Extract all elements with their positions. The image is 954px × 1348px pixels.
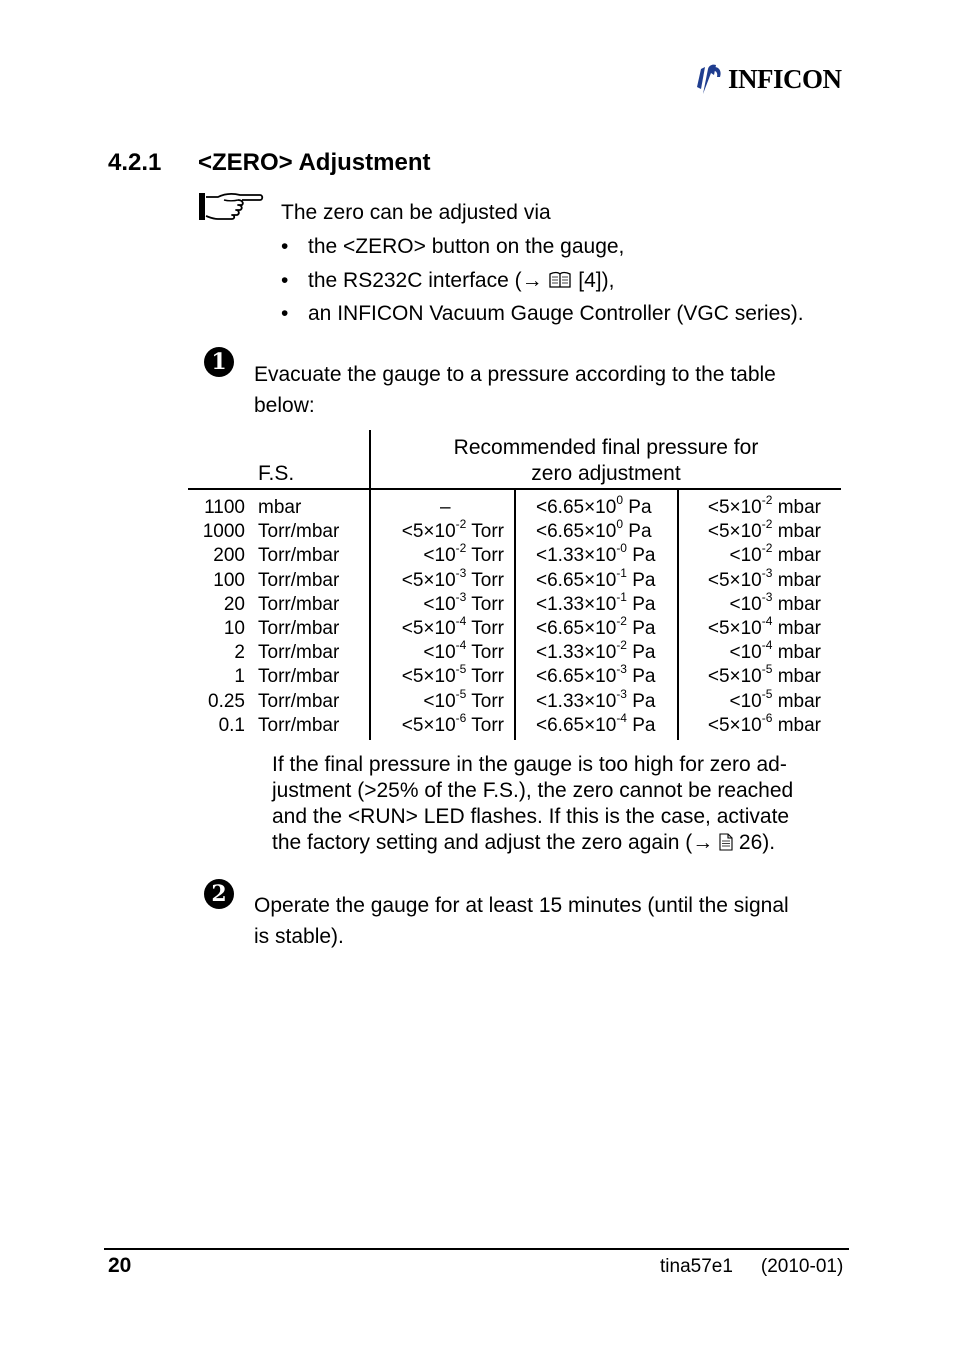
doc-code: tina57e1 xyxy=(660,1256,733,1277)
cell-fs: 200 xyxy=(213,545,245,567)
cell-value: <1.33×10 xyxy=(536,545,617,567)
inficon-logo xyxy=(694,62,842,96)
cell-mbar xyxy=(680,686,821,714)
cell-value: <10 xyxy=(729,642,762,664)
cell-value: <5×10 xyxy=(707,714,762,736)
cell-value: <6.65×10 xyxy=(536,618,617,639)
cell-exponent: -4 xyxy=(761,614,773,628)
step-number-2: 2 xyxy=(204,879,234,909)
cell-unit: Torr xyxy=(466,690,504,712)
text-fragment: 26). xyxy=(733,831,776,854)
cell-value: <5×10 xyxy=(401,618,456,639)
cell-value: <10 xyxy=(423,690,456,712)
cell-exponent: 0 xyxy=(616,493,623,507)
cell-unit: mbar xyxy=(772,618,821,639)
cell-unit-type: Torr/mbar xyxy=(258,642,340,664)
cell-unit-type: Torr/mbar xyxy=(258,690,340,712)
cell-unit: Pa xyxy=(626,593,656,615)
cell-value: <5×10 xyxy=(401,714,456,736)
cell-mbar xyxy=(680,662,821,689)
cell-unit: mbar xyxy=(772,545,821,567)
cell-exponent: -1 xyxy=(616,589,627,604)
header-line: Recommended final pressure for xyxy=(453,436,759,459)
cell-unit-type: Torr/mbar xyxy=(258,569,340,591)
text-line: justment (>25% of the F.S.), the zero cannot be reached xyxy=(272,779,794,802)
cell-exponent: -2 xyxy=(455,541,467,556)
list-item xyxy=(281,268,804,302)
cell-unit-type: mbar xyxy=(258,497,302,518)
cell-pa xyxy=(536,614,656,641)
cell-fs: 10 xyxy=(223,618,245,639)
cell-value: <6.65×10 xyxy=(536,521,617,543)
list-item xyxy=(281,301,804,335)
cell-unit: mbar xyxy=(772,690,821,712)
text-fragment: the factory setting and adjust the zero again (→ xyxy=(272,831,720,854)
cell-torr xyxy=(372,638,504,665)
cell-torr xyxy=(372,662,504,689)
cell-unit: Pa xyxy=(626,569,656,591)
doc-date: (2010-01) xyxy=(760,1256,844,1277)
list-item-text-end: [4]), xyxy=(572,268,615,292)
cell-pa xyxy=(536,517,652,544)
cell-unit: mbar xyxy=(772,521,821,543)
cell-value: <6.65×10 xyxy=(536,714,617,736)
cell-exponent: -2 xyxy=(761,517,773,532)
cell-exponent: -1 xyxy=(616,565,627,580)
cell-exponent: -3 xyxy=(455,589,467,604)
header-line: zero adjustment xyxy=(531,462,681,485)
cell-unit: Pa xyxy=(626,642,656,664)
cell-value: <5×10 xyxy=(401,521,456,543)
cell-torr: – xyxy=(440,497,451,518)
cell-pa xyxy=(536,710,656,738)
cell-value: <6.65×10 xyxy=(536,497,617,518)
cell-mbar xyxy=(680,710,821,738)
cell-unit: Torr xyxy=(466,642,504,664)
cell-value: <5×10 xyxy=(707,569,762,591)
cell-value: <6.65×10 xyxy=(536,569,617,591)
after-table-paragraph xyxy=(272,752,793,856)
cell-unit-type: Torr/mbar xyxy=(258,545,340,567)
cell-torr xyxy=(372,589,504,617)
bullet: • xyxy=(281,235,289,258)
cell-value: <10 xyxy=(729,593,762,615)
cell-unit: Pa xyxy=(626,690,656,712)
cell-exponent: -2 xyxy=(455,517,467,532)
cell-unit: mbar xyxy=(772,497,821,518)
cell-value: <10 xyxy=(423,545,456,567)
step-1-text xyxy=(254,359,776,421)
table-divider xyxy=(677,489,679,740)
cell-fs: 20 xyxy=(223,593,245,615)
cell-value: <10 xyxy=(423,642,456,664)
book-icon xyxy=(548,271,572,289)
footer-rule xyxy=(104,1248,849,1250)
cell-fs: 0.1 xyxy=(218,714,245,736)
cell-value: <1.33×10 xyxy=(536,690,617,712)
cell-value: <5×10 xyxy=(707,618,762,639)
table-header-rule xyxy=(188,488,841,490)
section-number: 4.2.1 xyxy=(108,149,162,176)
cell-exponent: -5 xyxy=(761,686,773,701)
cell-unit: Torr xyxy=(466,714,504,736)
cell-fs: 1000 xyxy=(202,521,245,543)
pointing-hand-icon xyxy=(198,191,264,223)
cell-pa xyxy=(536,589,656,617)
cell-torr xyxy=(372,541,504,568)
cell-pa xyxy=(536,493,652,520)
cell-torr xyxy=(372,614,504,641)
cell-pa xyxy=(536,541,656,568)
cell-exponent: -2 xyxy=(761,493,773,507)
cell-exponent: -2 xyxy=(761,541,773,556)
logo-text: INFICON xyxy=(728,63,842,94)
cell-exponent: -5 xyxy=(455,662,467,677)
cell-fs: 2 xyxy=(234,642,245,664)
cell-value: <10 xyxy=(423,593,456,615)
table-header-recommended xyxy=(372,435,840,487)
cell-unit: Pa xyxy=(626,545,656,567)
cell-exponent: -4 xyxy=(761,638,773,653)
cell-fs: 1 xyxy=(234,666,245,688)
cell-unit: Torr xyxy=(466,666,504,688)
cell-exponent: -4 xyxy=(455,638,467,653)
note-intro: The zero can be adjusted via xyxy=(281,201,551,224)
cell-torr xyxy=(372,686,504,714)
cell-exponent: -5 xyxy=(455,686,467,701)
cell-unit-type: Torr/mbar xyxy=(258,521,340,543)
cell-unit: Pa xyxy=(626,618,656,639)
cell-unit: Torr xyxy=(466,593,504,615)
cell-value: <6.65×10 xyxy=(536,666,617,688)
text-line: is stable). xyxy=(254,925,344,948)
cell-exponent: 0 xyxy=(616,517,623,532)
cell-exponent: -3 xyxy=(616,686,627,701)
cell-mbar xyxy=(680,541,821,568)
cell-mbar xyxy=(680,517,821,544)
text-line: If the final pressure in the gauge is too high for zero ad- xyxy=(272,753,787,776)
text-line: Operate the gauge for at least 15 minutes (until the signal xyxy=(254,894,789,917)
cell-value: <1.33×10 xyxy=(536,642,617,664)
cell-mbar xyxy=(680,565,821,593)
cell-exponent: -2 xyxy=(616,638,627,653)
inficon-logo-icon xyxy=(694,63,724,95)
cell-exponent: -3 xyxy=(761,565,773,580)
cell-mbar xyxy=(680,493,821,520)
cell-exponent: -3 xyxy=(761,589,773,604)
cell-exponent: -6 xyxy=(455,710,467,725)
table-divider xyxy=(514,489,516,740)
cell-torr xyxy=(372,710,504,738)
cell-pa xyxy=(536,565,656,593)
cell-unit: Pa xyxy=(626,714,656,736)
cell-exponent: -2 xyxy=(616,614,627,628)
cell-unit: mbar xyxy=(772,593,821,615)
cell-unit-type: Torr/mbar xyxy=(258,593,340,615)
text-line: and the <RUN> LED flashes. If this is the case, activate xyxy=(272,805,790,828)
cell-fs: 0.25 xyxy=(208,690,245,712)
cell-pa xyxy=(536,662,656,689)
cell-value: <5×10 xyxy=(401,569,456,591)
cell-pa xyxy=(536,686,656,714)
cell-exponent: -4 xyxy=(455,614,467,628)
cell-value: <5×10 xyxy=(401,666,456,688)
cell-pa xyxy=(536,638,656,665)
list-item-text: an INFICON Vacuum Gauge Controller (VGC series). xyxy=(308,302,804,325)
cell-exponent: -5 xyxy=(761,662,773,677)
cell-unit-type: Torr/mbar xyxy=(258,666,340,688)
step-2-text xyxy=(254,890,789,952)
cell-value: <10 xyxy=(729,545,762,567)
cell-fs: 1100 xyxy=(204,497,245,518)
cell-unit-type: Torr/mbar xyxy=(258,618,340,639)
cell-unit: Torr xyxy=(466,618,504,639)
cell-mbar xyxy=(680,589,821,617)
cell-exponent: -3 xyxy=(616,662,627,677)
cell-unit: mbar xyxy=(772,714,821,736)
cell-value: <5×10 xyxy=(707,521,762,543)
list-item xyxy=(281,234,804,268)
cell-value: <5×10 xyxy=(707,497,762,518)
cell-unit: Torr xyxy=(466,545,504,567)
cell-torr xyxy=(372,565,504,593)
bullet: • xyxy=(281,268,289,292)
note-list xyxy=(281,234,804,335)
text-line xyxy=(272,830,793,856)
bullet: • xyxy=(281,302,289,325)
cell-exponent: -4 xyxy=(616,710,627,725)
cell-mbar xyxy=(680,614,821,641)
cell-value: <10 xyxy=(729,690,762,712)
cell-value: <5×10 xyxy=(707,666,762,688)
cell-unit: Torr xyxy=(466,569,504,591)
page-number: 20 xyxy=(108,1254,132,1277)
cell-unit: mbar xyxy=(772,569,821,591)
cell-exponent: -6 xyxy=(761,710,773,725)
cell-unit: Pa xyxy=(623,521,652,543)
cell-unit: Pa xyxy=(626,666,656,688)
section-title: <ZERO> Adjustment xyxy=(198,149,431,176)
cell-unit: Pa xyxy=(623,497,652,518)
cell-unit-type: Torr/mbar xyxy=(258,714,340,736)
cell-exponent: -0 xyxy=(616,541,627,556)
text-line: Evacuate the gauge to a pressure according to the table xyxy=(254,363,776,386)
cell-exponent: -3 xyxy=(455,565,467,580)
cell-mbar xyxy=(680,638,821,665)
cell-fs: 100 xyxy=(213,569,245,591)
list-item-text: the <ZERO> button on the gauge, xyxy=(308,235,625,258)
step-number-1: 1 xyxy=(204,347,234,377)
text-line: below: xyxy=(254,394,315,417)
page-ref-icon xyxy=(719,833,733,851)
cell-value: <1.33×10 xyxy=(536,593,617,615)
list-item-text: the RS232C interface (→ xyxy=(308,268,549,292)
table-header-fs: F.S. xyxy=(258,462,295,485)
cell-torr xyxy=(372,517,504,544)
cell-unit: Torr xyxy=(466,521,504,543)
table-divider xyxy=(369,430,371,740)
doc-id xyxy=(660,1256,843,1278)
cell-unit: mbar xyxy=(772,642,821,664)
cell-unit: mbar xyxy=(772,666,821,688)
